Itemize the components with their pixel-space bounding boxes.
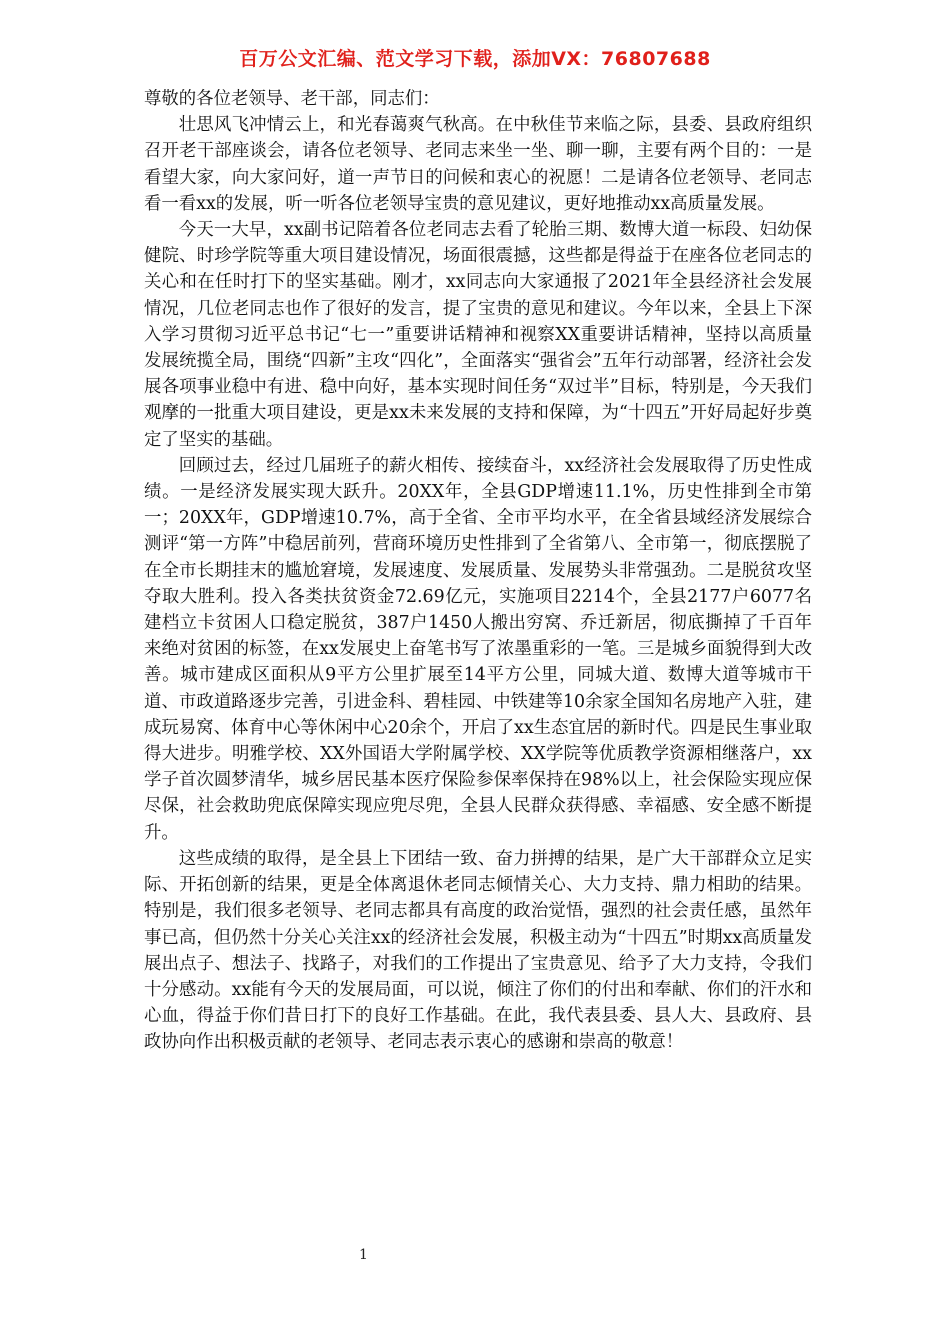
paragraph: 回顾过去，经过几届班子的薪火相传、接续奋斗，xx经济社会发展取得了历史性成绩。一是经济发展实现大跃升。20XX年，全县GDP增速11.1%，历史性排到全市第一；20XX年，GDP增速10.7%，高于全省、全市平均水平，在全省县域经济发展综合测评“第一方阵”中稳居前列，营商环境历史性排到了全省第八、全市第一，彻底摆脱了在全市长期挂末的尴尬窘境，发展速度、发展质量、发展势头非常强劲。二是脱贫攻坚夺取大胜利。投入各类扶贫资金72.69亿元，实施项目2214个，全县2177户6077名建档立卡贫困人口稳定脱贫，387户1450人搬出穷窝、乔迁新居，彻底撕掉了千百年来绝对贫困的标签，在xx发展史上奋笔书写了浓墨重彩的一笔。三是城乡面貌得到大改善。城市建成区面积从9平方公里扩展至14平方公里，同城大道、数博大道等城市干道、市政道路逐步完善，引进金科、碧桂园、中铁建等10余家全国知名房地产入驻，建成玩易窝、体育中心等休闲中心20余个，开启了xx生态宜居的新时代。四是民生事业取得大进步。明雅学校、XX外国语大学附属学校、XX学院等优质教学资源相继落户，xx学子首次圆梦清华，城乡居民基本医疗保险参保率保持在98%以上，社会保险实现应保尽保，社会救助兜底保障实现应兜尽兜，全县人民群众获得感、幸福感、安全感不断提升。	[144, 455, 812, 843]
header-banner: 百万公文汇编、范文学习下载，添加VX：76807688	[239, 48, 711, 70]
page-number: 1	[359, 1247, 368, 1263]
salutation: 尊敬的各位老领导、老干部，同志们：	[144, 89, 440, 109]
paragraph: 壮思风飞冲情云上，和光春蔼爽气秋高。在中秋佳节来临之际，县委、县政府组织召开老干部座谈会，请各位老领导、老同志来坐一坐、聊一聊，主要有两个目的：一是看望大家，向大家问好，道一声节日的问候和衷心的祝愿！二是请各位老领导、老同志看一看xx的发展，听一听各位老领导宝贵的意见建议，更好地推动xx高质量发展。	[144, 115, 812, 214]
paragraph: 这些成绩的取得，是全县上下团结一致、奋力拼搏的结果，是广大干部群众立足实际、开拓创新的结果，更是全体离退休老同志倾情关心、大力支持、鼎力相助的结果。特别是，我们很多老领导、老同志都具有高度的政治觉悟，强烈的社会责任感，虽然年事已高，但仍然十分关心关注xx的经济社会发展，积极主动为“十四五”时期xx高质量发展出点子、想法子、找路子，对我们的工作提出了宝贵意见、给予了大力支持，令我们十分感动。xx能有今天的发展局面，可以说，倾注了你们的付出和奉献、你们的汗水和心血，得益于你们昔日打下的良好工作基础。在此，我代表县委、县人大、县政府、县政协向作出积极贡献的老领导、老同志表示衷心的感谢和崇高的敬意！	[144, 848, 812, 1053]
paragraph: 今天一大早，xx副书记陪着各位老同志去看了轮胎三期、数博大道一标段、妇幼保健院、时珍学院等重大项目建设情况，场面很震撼，这些都是得益于在座各位老同志的关心和在任时打下的坚实基础。刚才，xx同志向大家通报了2021年全县经济社会发展情况，几位老同志也作了很好的发言，提了宝贵的意见和建议。今年以来，全县上下深入学习贯彻习近平总书记“七一”重要讲话精神和视察XX重要讲话精神，坚持以高质量发展统揽全局，围绕“四新”主攻“四化”，全面落实“强省会”五年行动部署，经济社会发展各项事业稳中有进、稳中向好，基本实现时间任务“双过半”目标，特别是，今天我们观摩的一批重大项目建设，更是xx未来发展的支持和保障，为“十四五”开好局起好步奠定了坚实的基础。	[144, 220, 812, 450]
document-body	[144, 86, 812, 1056]
